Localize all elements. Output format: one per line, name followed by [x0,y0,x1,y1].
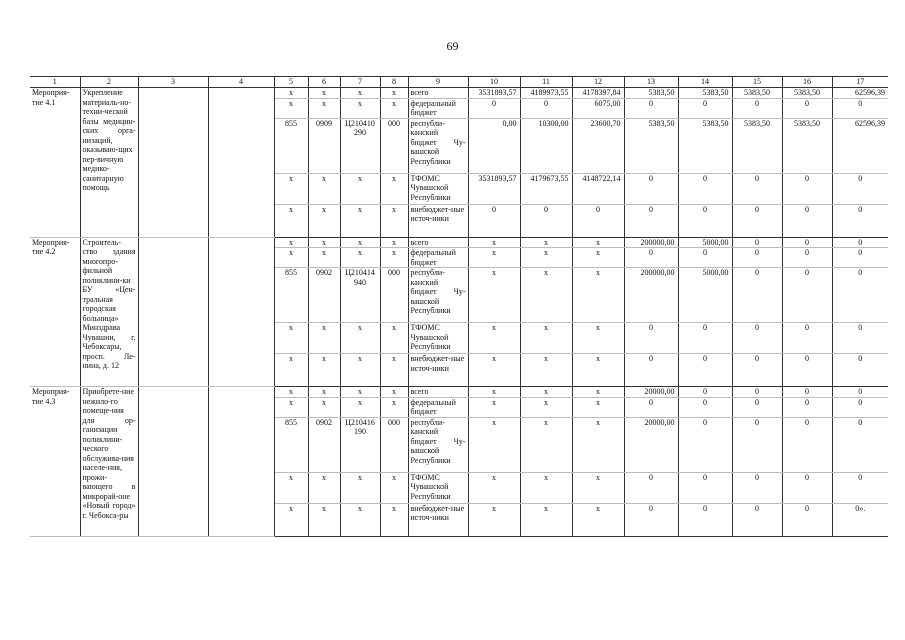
cell-c5: x [274,397,308,417]
cell-c5: x [274,387,308,398]
cell-c13: 0 [624,248,678,268]
cell-c15: 0 [732,98,782,118]
cell-c16: 0 [782,323,832,354]
cell-c10: x [468,417,520,472]
cell-c14: 0 [678,387,732,398]
column-number-4: 4 [208,77,274,88]
cell-c13: 5383,50 [624,88,678,99]
cell-c10: x [468,397,520,417]
cell-c17: 0 [832,204,888,237]
cell-c5: 855 [274,268,308,323]
cell-c14: 5383,50 [678,88,732,99]
cell-c6: x [308,237,340,248]
cell-c7: x [340,354,380,387]
cell-c11: 10300,00 [520,118,572,173]
cell-c7: x [340,397,380,417]
cell-c8: 000 [380,118,408,173]
cell-c5: x [274,173,308,204]
cell-c8: x [380,397,408,417]
column-number-17: 17 [832,77,888,88]
cell-c11: 0 [520,98,572,118]
cell-c5: x [274,503,308,536]
cell-c11: 4179673,55 [520,173,572,204]
cell-c9: внебюджет-ные источ-ники [408,354,468,387]
table-row [30,88,888,99]
cell-c13: 0 [624,354,678,387]
cell-c6: x [308,173,340,204]
cell-c15: 0 [732,173,782,204]
cell-c11: 0 [520,204,572,237]
cell-c15: 0 [732,387,782,398]
event-number-cell: Мероприя-тие 4.2 [30,237,80,387]
cell-c6: x [308,397,340,417]
cell-c17: 0 [832,397,888,417]
cell-c13: 20000,00 [624,417,678,472]
cell-c7: Ц210416 190 [340,417,380,472]
cell-c8: x [380,98,408,118]
col-3-cell [138,387,208,537]
cell-c16: 0 [782,417,832,472]
column-number-6: 6 [308,77,340,88]
cell-c6: x [308,204,340,237]
cell-c7: x [340,237,380,248]
cell-c14: 0 [678,248,732,268]
cell-c7: Ц210410 290 [340,118,380,173]
cell-c5: x [274,237,308,248]
cell-c13: 0 [624,472,678,503]
cell-c5: 855 [274,118,308,173]
cell-c15: 0 [732,354,782,387]
cell-c5: x [274,354,308,387]
cell-c17: 0 [832,268,888,323]
cell-c7: x [340,88,380,99]
cell-c12: x [572,248,624,268]
cell-c16: 0 [782,237,832,248]
cell-c17: 0 [832,98,888,118]
cell-c13: 0 [624,204,678,237]
cell-c5: x [274,204,308,237]
cell-c14: 0 [678,98,732,118]
cell-c5: x [274,472,308,503]
event-title-cell: Укрепление материаль-но-техни-ческой базы медицин-ских орга-низаций, оказываю-щих пер-вичную медико-санитарную помощь [80,88,138,238]
cell-c5: x [274,88,308,99]
column-number-16: 16 [782,77,832,88]
table-row [30,237,888,248]
cell-c6: x [308,472,340,503]
cell-c15: 0 [732,503,782,536]
cell-c6: 0902 [308,417,340,472]
cell-c13: 0 [624,397,678,417]
cell-c10: x [468,503,520,536]
cell-c9: всего [408,88,468,99]
cell-c12: 0 [572,204,624,237]
cell-c17: 0 [832,387,888,398]
cell-c12: x [572,237,624,248]
column-number-2: 2 [80,77,138,88]
cell-c13: 0 [624,503,678,536]
cell-c9: республи-канский бюджет Чу-вашской Республики [408,417,468,472]
cell-c7: x [340,204,380,237]
cell-c10: x [468,237,520,248]
cell-c15: 0 [732,268,782,323]
page-number: 69 [446,39,459,53]
column-number-row [30,77,888,88]
cell-c15: 0 [732,204,782,237]
column-number-9: 9 [408,77,468,88]
cell-c11: x [520,354,572,387]
cell-c7: x [340,472,380,503]
cell-c11: x [520,237,572,248]
cell-c12: 4178397,84 [572,88,624,99]
event-title-cell: Приобрете-ние нежило-го помеще-ния для ор-ганизации поликлини-ческого обслужива-ния населе-ния, прожи-вающего в микрорай-оне «Новый город» г. Чебокса-ры [80,387,138,537]
cell-c16: 0 [782,354,832,387]
cell-c15: 5383,50 [732,88,782,99]
cell-c16: 0 [782,268,832,323]
cell-c14: 0 [678,173,732,204]
cell-c12: x [572,417,624,472]
col-4-cell [208,237,274,387]
cell-c13: 20000,00 [624,387,678,398]
cell-c17: 0 [832,417,888,472]
cell-c12: 6075,00 [572,98,624,118]
cell-c10: 0 [468,204,520,237]
cell-c12: x [572,503,624,536]
cell-c12: x [572,472,624,503]
col-3-cell [138,88,208,238]
col-4-cell [208,387,274,537]
cell-c7: x [340,173,380,204]
cell-c9: федеральный бюджет [408,397,468,417]
cell-c6: 0909 [308,118,340,173]
cell-c8: x [380,354,408,387]
cell-c10: x [468,323,520,354]
cell-c16: 5383,50 [782,118,832,173]
cell-c16: 0 [782,173,832,204]
cell-c16: 0 [782,472,832,503]
cell-c14: 0 [678,472,732,503]
cell-c6: x [308,88,340,99]
cell-c15: 0 [732,248,782,268]
cell-c11: x [520,323,572,354]
cell-c6: 0902 [308,268,340,323]
cell-c14: 0 [678,503,732,536]
cell-c11: x [520,248,572,268]
cell-c5: 855 [274,417,308,472]
cell-c13: 200000,00 [624,268,678,323]
cell-c17: 0 [832,237,888,248]
cell-c13: 0 [624,173,678,204]
cell-c9: ТФОМС Чувашской Республики [408,472,468,503]
cell-c6: x [308,503,340,536]
cell-c6: x [308,98,340,118]
cell-c14: 5000,00 [678,268,732,323]
cell-c8: x [380,237,408,248]
cell-c14: 0 [678,323,732,354]
cell-c8: x [380,503,408,536]
cell-c12: 23600,70 [572,118,624,173]
cell-c5: x [274,323,308,354]
column-number-5: 5 [274,77,308,88]
cell-c13: 200000,00 [624,237,678,248]
cell-c8: x [380,472,408,503]
cell-c10: x [468,472,520,503]
cell-c10: 0 [468,98,520,118]
cell-c17: 62596,39 [832,118,888,173]
cell-c8: 000 [380,268,408,323]
cell-c13: 0 [624,323,678,354]
cell-c12: x [572,387,624,398]
cell-c9: внебюджет-ные источ-ники [408,204,468,237]
cell-c11: x [520,397,572,417]
cell-c7: x [340,387,380,398]
cell-c16: 0 [782,98,832,118]
cell-c6: x [308,387,340,398]
col-3-cell [138,237,208,387]
cell-c11: x [520,387,572,398]
cell-c15: 0 [732,323,782,354]
cell-c13: 5383,50 [624,118,678,173]
cell-c16: 0 [782,387,832,398]
col-4-cell [208,88,274,238]
cell-c16: 0 [782,248,832,268]
cell-c16: 0 [782,397,832,417]
cell-c8: x [380,204,408,237]
cell-c9: республи-канский бюджет Чу-вашской Республики [408,268,468,323]
cell-c10: x [468,268,520,323]
cell-c9: федеральный бюджет [408,248,468,268]
cell-c11: 4189973,55 [520,88,572,99]
column-number-10: 10 [468,77,520,88]
cell-c15: 0 [732,397,782,417]
cell-c17: 0 [832,173,888,204]
column-number-3: 3 [138,77,208,88]
cell-c12: x [572,354,624,387]
cell-c14: 5000,00 [678,237,732,248]
cell-c9: федеральный бюджет [408,98,468,118]
column-number-11: 11 [520,77,572,88]
cell-c5: x [274,98,308,118]
cell-c12: x [572,397,624,417]
cell-c16: 0 [782,204,832,237]
cell-c16: 0 [782,503,832,536]
cell-c8: x [380,173,408,204]
cell-c11: x [520,503,572,536]
cell-c14: 0 [678,397,732,417]
cell-c15: 0 [732,237,782,248]
cell-c14: 5383,50 [678,118,732,173]
cell-c10: x [468,354,520,387]
cell-c6: x [308,248,340,268]
column-number-13: 13 [624,77,678,88]
cell-c10: 3531893,57 [468,88,520,99]
cell-c12: x [572,268,624,323]
cell-c7: Ц210414 940 [340,268,380,323]
cell-c7: x [340,248,380,268]
cell-c7: x [340,98,380,118]
event-number-cell: Мероприя-тие 4.3 [30,387,80,537]
column-number-7: 7 [340,77,380,88]
cell-c5: x [274,248,308,268]
cell-c17: 62596,39 [832,88,888,99]
cell-c9: ТФОМС Чувашской Республики [408,323,468,354]
event-number-cell: Мероприя-тие 4.1 [30,88,80,238]
cell-c10: 0,00 [468,118,520,173]
cell-c9: республи-канский бюджет Чу-вашской Республики [408,118,468,173]
column-number-1: 1 [30,77,80,88]
cell-c17: 0». [832,503,888,536]
cell-c15: 5383,50 [732,118,782,173]
table-body [30,77,888,537]
column-number-15: 15 [732,77,782,88]
cell-c8: x [380,248,408,268]
cell-c9: всего [408,387,468,398]
cell-c8: x [380,387,408,398]
cell-c11: x [520,268,572,323]
cell-c8: 000 [380,417,408,472]
cell-c12: 4148722,14 [572,173,624,204]
cell-c17: 0 [832,323,888,354]
cell-c9: всего [408,237,468,248]
cell-c15: 0 [732,417,782,472]
cell-c14: 0 [678,417,732,472]
cell-c9: ТФОМС Чувашской Республики [408,173,468,204]
cell-c6: x [308,354,340,387]
cell-c15: 0 [732,472,782,503]
cell-c14: 0 [678,204,732,237]
column-number-8: 8 [380,77,408,88]
event-title-cell: Строитель-ство здания многопро-фильной поликлини-ки БУ «Цен-тральная городская больница» Минздрава Чувашии, г. Чебоксары, просп. Ле-нина, д. 12 [80,237,138,387]
cell-c7: x [340,323,380,354]
column-number-14: 14 [678,77,732,88]
cell-c13: 0 [624,98,678,118]
cell-c10: 3531893,57 [468,173,520,204]
cell-c16: 5383,50 [782,88,832,99]
cell-c12: x [572,323,624,354]
cell-c11: x [520,417,572,472]
cell-c7: x [340,503,380,536]
budget-table [30,76,888,537]
cell-c6: x [308,323,340,354]
column-number-12: 12 [572,77,624,88]
cell-c17: 0 [832,472,888,503]
cell-c10: x [468,387,520,398]
table-row [30,387,888,398]
cell-c8: x [380,323,408,354]
cell-c17: 0 [832,248,888,268]
cell-c10: x [468,248,520,268]
cell-c9: внебюджет-ные источ-ники [408,503,468,536]
cell-c14: 0 [678,354,732,387]
cell-c11: x [520,472,572,503]
cell-c17: 0 [832,354,888,387]
cell-c8: x [380,88,408,99]
